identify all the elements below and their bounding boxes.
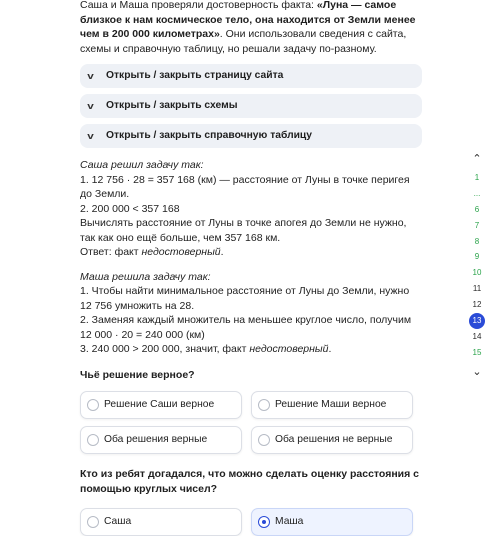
question-1-text: Чьё решение верное? <box>80 368 195 381</box>
accordion-site-page[interactable]: v Открыть / закрыть страницу сайта <box>80 64 422 88</box>
question-1-options <box>80 391 422 454</box>
chevron-down-icon: v <box>87 70 94 81</box>
task-navigator <box>465 148 489 383</box>
nav-item-10[interactable]: 10 <box>472 268 482 278</box>
chevron-down-icon: v <box>87 130 94 141</box>
task-intro: Саша и Маша проверяли достоверность факта: «Луна — самое близкое к нам космическое тело, она находится от Земли менее чем в 200 000 километрах». Они использовали сведения с сайта, схемы и справочную таблицу, но решали задачу по-разному. <box>80 0 416 55</box>
nav-item-8[interactable]: 8 <box>474 236 480 246</box>
masha-heading: Маша решила задачу так: <box>80 270 211 283</box>
nav-item-13-current[interactable]: 13 <box>465 313 489 329</box>
fact-text: «Луна — самое близкое к нам космическое тело, она находится от Земли менее чем в 200 000 километрах» <box>80 0 416 40</box>
sasha-answer: Ответ: факт недостоверный. <box>80 246 224 258</box>
option-masha[interactable]: Маша <box>251 508 413 536</box>
radio-icon <box>87 399 99 411</box>
sasha-line-3: Вычислять расстояние от Луны в точке апогея до Земли не нужно, так как оно ещё больше, чем 357 168 км. <box>80 217 407 244</box>
masha-line-1: 1. Чтобы найти минимальное расстояние от Луны до Земли, нужно 12 756 умножить на 28. <box>80 285 410 312</box>
radio-icon <box>87 516 99 528</box>
nav-item-15[interactable]: 15 <box>472 347 482 357</box>
accordion-schemes[interactable]: v Открыть / закрыть схемы <box>80 94 422 118</box>
radio-icon <box>258 434 270 446</box>
question-2-options <box>80 508 422 536</box>
nav-item-11[interactable]: 11 <box>472 284 482 294</box>
option-sasha[interactable]: Саша <box>80 508 242 536</box>
sasha-heading: Саша решил задачу так: <box>80 159 204 171</box>
nav-item-7[interactable]: 7 <box>474 220 480 230</box>
chevron-up-icon[interactable]: ⌃ <box>472 153 482 165</box>
nav-item-ellipsis[interactable]: ... <box>473 188 481 198</box>
radio-selected-icon <box>258 516 270 528</box>
option-both-incorrect[interactable]: Оба решения не верные <box>251 426 413 454</box>
chevron-down-icon: v <box>87 100 94 111</box>
nav-item-1[interactable]: 1 <box>474 173 480 182</box>
masha-line-2: 2. Заменяя каждый множитель на меньшее круглое число, получим 12 000 · 20 = 240 000 (км) <box>80 314 412 341</box>
nav-item-12[interactable]: 12 <box>472 300 482 310</box>
option-both-correct[interactable]: Оба решения верные <box>80 426 242 454</box>
masha-line-3: 3. 240 000 > 200 000, значит, факт недостоверный. <box>80 343 332 355</box>
nav-item-9[interactable]: 9 <box>474 252 480 262</box>
option-sasha-correct[interactable]: Решение Саши верное <box>80 391 242 419</box>
task-content <box>80 0 422 536</box>
sasha-solution <box>80 158 422 260</box>
masha-solution <box>80 270 422 357</box>
chevron-down-icon[interactable]: ⌄ <box>472 365 482 378</box>
nav-item-14[interactable]: 14 <box>472 331 482 341</box>
nav-item-6[interactable]: 6 <box>474 204 480 214</box>
radio-icon <box>258 399 270 411</box>
radio-icon <box>87 434 99 446</box>
accordion-reference-table[interactable]: v Открыть / закрыть справочную таблицу <box>80 124 422 148</box>
question-2-text: Кто из ребят догадался, что можно сделать оценку расстояния с помощью круглых чисел? <box>80 468 420 495</box>
option-masha-correct[interactable]: Решение Маши верное <box>251 391 413 419</box>
sasha-line-2: 2. 200 000 < 357 168 <box>80 202 180 215</box>
sasha-line-1: 1. 12 756 · 28 = 357 168 (км) — расстояние от Луны в точке перигея до Земли. <box>80 173 410 200</box>
